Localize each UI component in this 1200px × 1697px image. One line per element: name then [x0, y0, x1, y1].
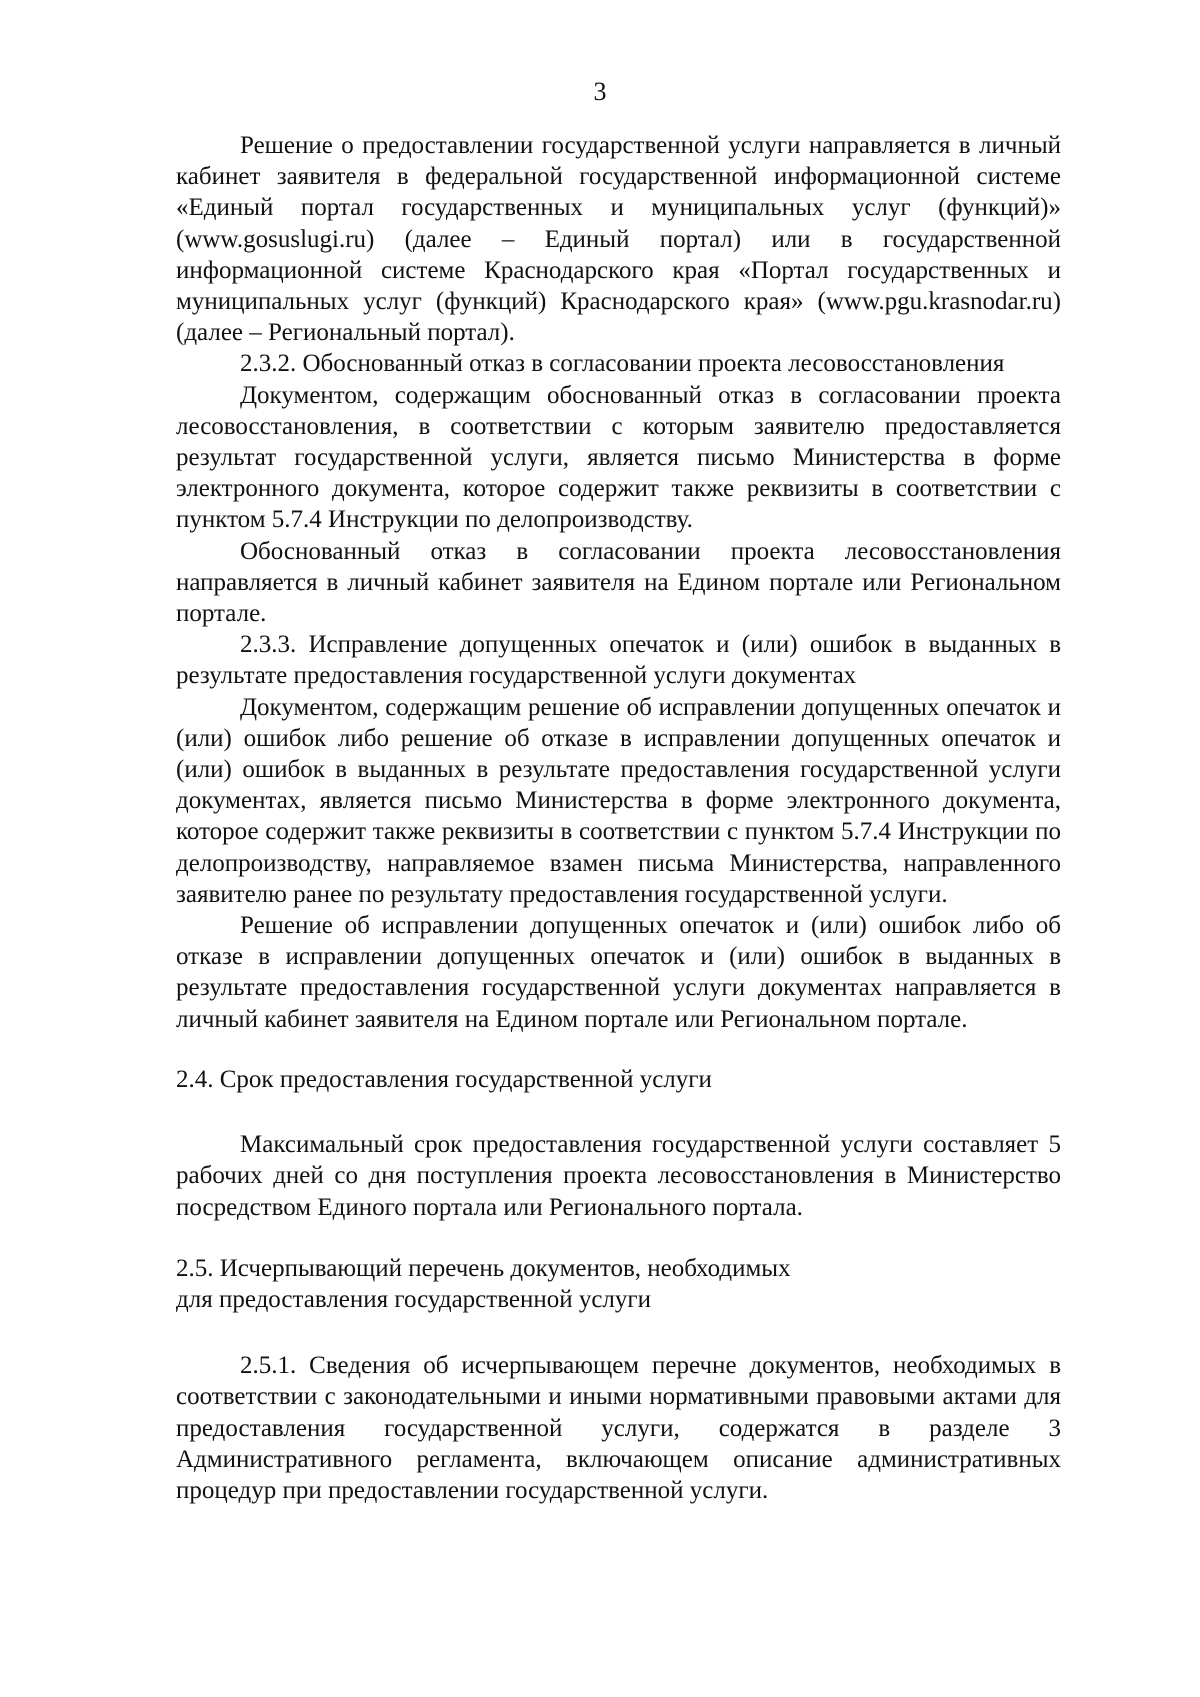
section-heading-2-5-line-1: 2.5. Исчерпывающий перечень документов, необходимых	[176, 1254, 791, 1282]
paragraph-2-3-3-title: 2.3.3. Исправление допущенных опечаток и (или) ошибок в выданных в результате предоставления государственной услуги документах	[176, 631, 1061, 690]
paragraph-correction-sent: Решение об исправлении допущенных опечаток и (или) ошибок либо об отказе в исправлении допущенных опечаток и (или) ошибок в выданных в результате предоставления государственной услуги документах направляется в личный кабинет заявителя на Едином портале или Региональном портале.	[176, 912, 1061, 1033]
section-heading-2-5-line-2: для предоставления государственной услуги	[176, 1285, 652, 1313]
document-body	[176, 130, 1061, 1506]
paragraph-2-3-2-title: 2.3.2. Обоснованный отказ в согласовании проекта лесовосстановления	[240, 350, 1005, 378]
paragraph-max-term: Максимальный срок предоставления государственной услуги составляет 5 рабочих дней со дня поступления проекта лесовосстановления в Министерство посредством Единого портала или Регионального портала.	[176, 1131, 1061, 1221]
paragraph-correction-document: Документом, содержащим решение об исправлении допущенных опечаток и (или) ошибок либо решение об отказе в исправлении допущенных опечаток и (или) ошибок в выданных в результате предоставления государственной услуги документах, является письмо Министерства в форме электронного документа, которое содержит также реквизиты в соответствии с пунктом 5.7.4 Инструкции по делопроизводству, направляемое взамен письма Министерства, направленного заявителю ранее по результату предоставления государственной услуги.	[176, 693, 1061, 908]
page-number: 3	[593, 77, 607, 106]
paragraph-2-5-1: 2.5.1. Сведения об исчерпывающем перечне документов, необходимых в соответствии с законодательными и иными нормативными правовыми актами для предоставления государственной услуги, содержатся в разделе 3 Административного регламента, включающем описание административных процедур при предоставлении государственной услуги.	[176, 1352, 1061, 1504]
paragraph-refusal-sent: Обоснованный отказ в согласовании проекта лесовосстановления направляется в личный кабинет заявителя на Едином портале или Региональном портале.	[176, 537, 1061, 628]
section-heading-2-4: 2.4. Срок предоставления государственной услуги	[176, 1065, 712, 1093]
section-heading-2-5	[176, 1253, 1061, 1315]
paragraph-decision-sent: Решение о предоставлении государственной услуги направляется в личный кабинет заявителя в федеральной государственной информационной системе «Единый портал государственных и муниципальных услуг (функций)» (www.gosuslugi.ru) (далее – Единый портал) или в государственной информационной системе Краснодарского края «Портал государственных и муниципальных услуг (функций) Краснодарского края» (www.pgu.krasnodar.ru) (далее – Региональный портал).	[176, 132, 1061, 347]
paragraph-refusal-document: Документом, содержащим обоснованный отказ в согласовании проекта лесовосстановления, в соответствии с которым заявителю предоставляется результат государственной услуги, является письмо Министерства в форме электронного документа, которое содержит также реквизиты в соответствии с пунктом 5.7.4 Инструкции по делопроизводству.	[176, 381, 1061, 534]
